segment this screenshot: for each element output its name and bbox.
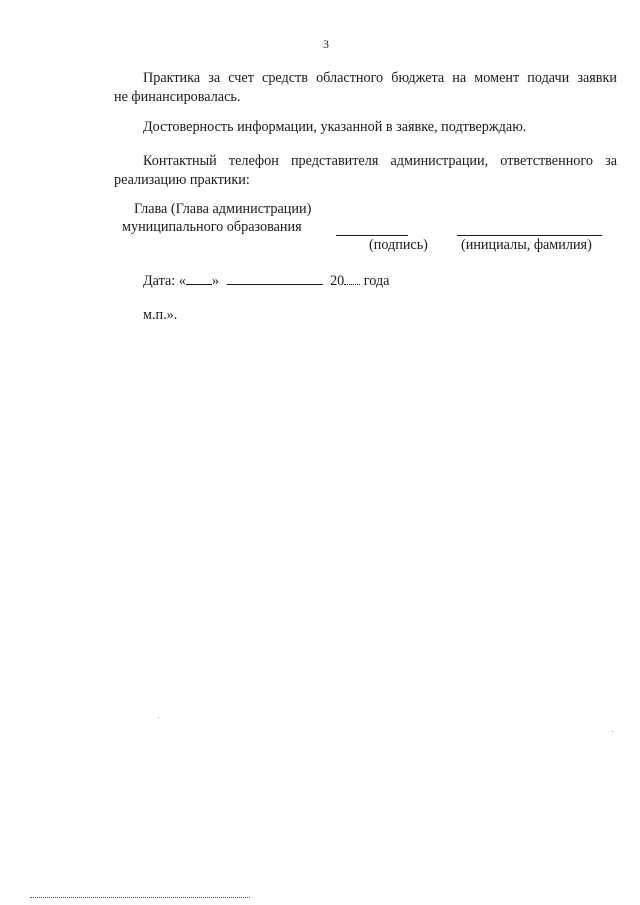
speck-right — [612, 731, 613, 732]
date-label: Дата: « — [143, 273, 186, 289]
year-suffix: года — [363, 273, 390, 289]
financing-paragraph — [114, 69, 617, 107]
footer-rule — [30, 897, 250, 898]
year-prefix: 20 — [330, 273, 345, 289]
signature-line — [336, 235, 408, 236]
date-close-quote: » — [211, 273, 219, 289]
page-number: 3 — [323, 37, 329, 51]
date-row — [143, 272, 389, 290]
financing-line-2: не финансировалась. — [114, 89, 241, 105]
confirmation-line: Достоверность информации, указанной в заявке, подтверждаю. — [143, 119, 527, 135]
stamp-mark: м.п.». — [143, 307, 178, 323]
speck-left — [158, 717, 159, 718]
year-blank — [344, 272, 360, 285]
head-title-line-1: Глава (Глава администрации) — [134, 201, 312, 217]
name-caption: (инициалы, фамилия) — [461, 237, 592, 253]
head-title-line-2: муниципального образования — [122, 219, 302, 235]
confirmation-paragraph — [114, 118, 617, 137]
contact-line-2: реализацию практики: — [114, 172, 250, 188]
day-blank — [186, 272, 212, 285]
financing-line-1: Практика за счет средств областного бюджета на момент подачи заявки — [143, 70, 617, 86]
contact-line-1: Контактный телефон представителя администрации, ответственного за — [143, 153, 617, 169]
name-line — [457, 235, 602, 236]
contact-paragraph — [114, 152, 617, 190]
month-blank — [227, 272, 323, 285]
signature-caption: (подпись) — [369, 237, 428, 253]
